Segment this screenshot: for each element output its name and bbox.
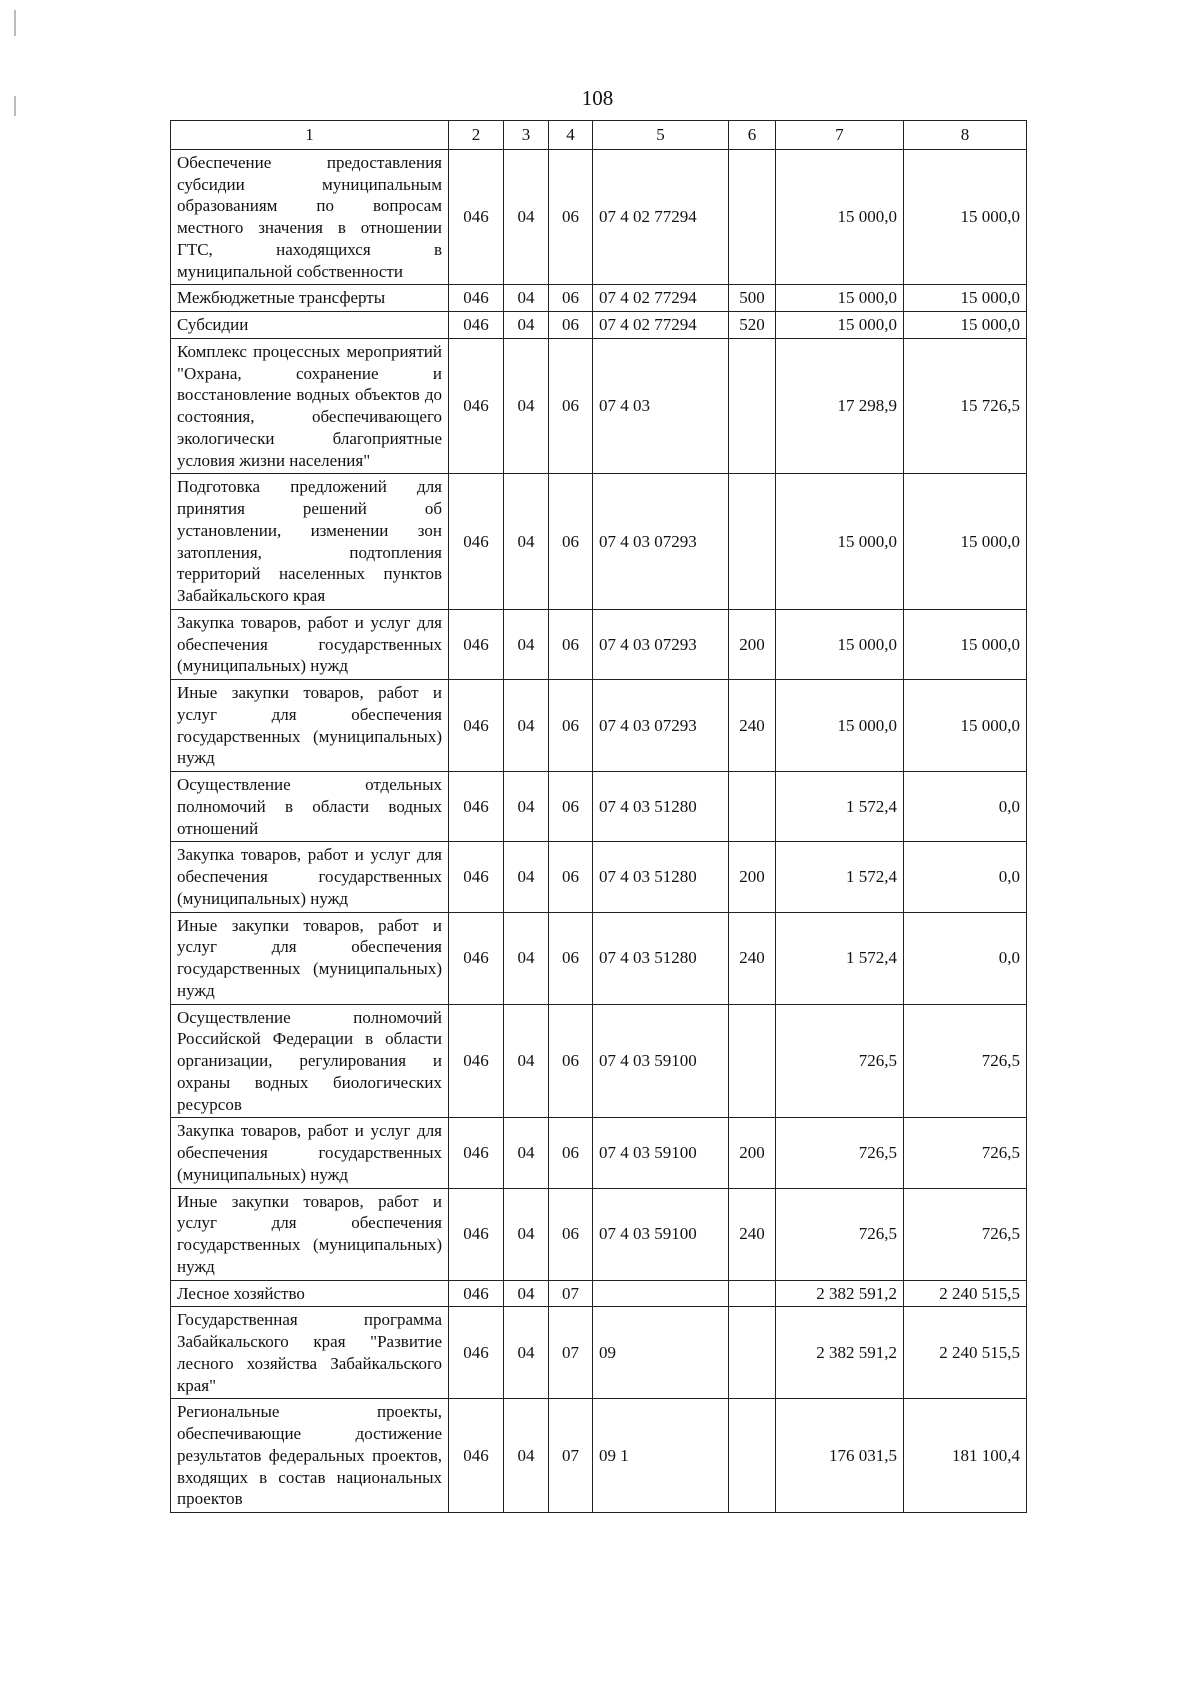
cell-amount-year2: 2 240 515,5 <box>904 1280 1027 1307</box>
cell-target-article: 07 4 03 07293 <box>593 609 729 679</box>
table-row <box>171 1004 1027 1118</box>
cell-section-code: 04 <box>504 680 549 772</box>
cell-expense-type <box>729 338 776 474</box>
cell-amount-year1: 17 298,9 <box>776 338 904 474</box>
cell-subsection-code: 06 <box>549 912 593 1004</box>
cell-expense-type: 200 <box>729 609 776 679</box>
cell-expense-type: 240 <box>729 1188 776 1280</box>
cell-grbs-code: 046 <box>449 772 504 842</box>
cell-amount-year1: 15 000,0 <box>776 474 904 610</box>
cell-target-article: 07 4 03 59100 <box>593 1188 729 1280</box>
table-row <box>171 680 1027 772</box>
table-row <box>171 149 1027 285</box>
cell-subsection-code: 06 <box>549 338 593 474</box>
cell-expense-type: 240 <box>729 912 776 1004</box>
cell-amount-year2: 15 000,0 <box>904 312 1027 339</box>
cell-amount-year2: 726,5 <box>904 1004 1027 1118</box>
cell-grbs-code: 046 <box>449 1004 504 1118</box>
table-row <box>171 1118 1027 1188</box>
cell-amount-year1: 176 031,5 <box>776 1399 904 1513</box>
cell-amount-year2: 181 100,4 <box>904 1399 1027 1513</box>
cell-section-code: 04 <box>504 338 549 474</box>
cell-expense-type <box>729 1307 776 1399</box>
cell-amount-year2: 726,5 <box>904 1118 1027 1188</box>
cell-expense-type: 500 <box>729 285 776 312</box>
table-row <box>171 285 1027 312</box>
budget-table <box>170 120 1027 1513</box>
cell-subsection-code: 06 <box>549 842 593 912</box>
cell-amount-year2: 15 000,0 <box>904 680 1027 772</box>
cell-amount-year1: 726,5 <box>776 1118 904 1188</box>
cell-target-article: 07 4 02 77294 <box>593 149 729 285</box>
cell-target-article: 07 4 03 07293 <box>593 474 729 610</box>
cell-expense-type <box>729 1399 776 1513</box>
cell-amount-year2: 15 726,5 <box>904 338 1027 474</box>
cell-grbs-code: 046 <box>449 312 504 339</box>
cell-target-article: 07 4 03 51280 <box>593 842 729 912</box>
cell-grbs-code: 046 <box>449 1188 504 1280</box>
page-number: 108 <box>581 86 614 110</box>
table-row <box>171 312 1027 339</box>
cell-item-name: Закупка товаров, работ и услуг для обеспечения государственных (муниципальных) нужд <box>171 609 449 679</box>
cell-section-code: 04 <box>504 1307 549 1399</box>
cell-grbs-code: 046 <box>449 1399 504 1513</box>
cell-amount-year1: 15 000,0 <box>776 285 904 312</box>
cell-subsection-code: 06 <box>549 1188 593 1280</box>
table-row <box>171 1307 1027 1399</box>
column-header: 2 <box>449 121 504 150</box>
cell-section-code: 04 <box>504 312 549 339</box>
table-row <box>171 842 1027 912</box>
cell-item-name: Обеспечение предоставления субсидии муниципальным образованиям по вопросам местного значения в отношении ГТС, находящихся в муниципальной собственности <box>171 149 449 285</box>
cell-grbs-code: 046 <box>449 474 504 610</box>
cell-amount-year1: 15 000,0 <box>776 680 904 772</box>
table-row <box>171 609 1027 679</box>
cell-section-code: 04 <box>504 1399 549 1513</box>
cell-grbs-code: 046 <box>449 912 504 1004</box>
scan-artifact <box>14 10 16 36</box>
cell-item-name: Субсидии <box>171 312 449 339</box>
cell-grbs-code: 046 <box>449 1280 504 1307</box>
cell-subsection-code: 07 <box>549 1399 593 1513</box>
cell-expense-type <box>729 1004 776 1118</box>
cell-grbs-code: 046 <box>449 609 504 679</box>
table-row <box>171 1188 1027 1280</box>
cell-subsection-code: 06 <box>549 1118 593 1188</box>
table-row <box>171 474 1027 610</box>
cell-item-name: Иные закупки товаров, работ и услуг для обеспечения государственных (муниципальных) нужд <box>171 1188 449 1280</box>
cell-amount-year1: 726,5 <box>776 1188 904 1280</box>
cell-grbs-code: 046 <box>449 1307 504 1399</box>
column-header: 5 <box>593 121 729 150</box>
cell-section-code: 04 <box>504 912 549 1004</box>
cell-section-code: 04 <box>504 1280 549 1307</box>
cell-item-name: Иные закупки товаров, работ и услуг для обеспечения государственных (муниципальных) нужд <box>171 680 449 772</box>
cell-target-article: 09 <box>593 1307 729 1399</box>
cell-grbs-code: 046 <box>449 1118 504 1188</box>
cell-subsection-code: 06 <box>549 609 593 679</box>
cell-grbs-code: 046 <box>449 149 504 285</box>
cell-item-name: Комплекс процессных мероприятий "Охрана, сохранение и восстановление водных объектов до состояния, обеспечивающего экологически благоприятные условия жизни населения" <box>171 338 449 474</box>
cell-item-name: Осуществление отдельных полномочий в области водных отношений <box>171 772 449 842</box>
cell-target-article: 07 4 03 51280 <box>593 912 729 1004</box>
cell-item-name: Региональные проекты, обеспечивающие достижение результатов федеральных проектов, входящих в состав национальных проектов <box>171 1399 449 1513</box>
cell-section-code: 04 <box>504 149 549 285</box>
cell-amount-year2: 0,0 <box>904 772 1027 842</box>
cell-subsection-code: 06 <box>549 772 593 842</box>
cell-section-code: 04 <box>504 285 549 312</box>
cell-subsection-code: 07 <box>549 1280 593 1307</box>
cell-expense-type: 200 <box>729 1118 776 1188</box>
cell-subsection-code: 06 <box>549 312 593 339</box>
cell-item-name: Закупка товаров, работ и услуг для обеспечения государственных (муниципальных) нужд <box>171 842 449 912</box>
cell-subsection-code: 06 <box>549 474 593 610</box>
table-header-row <box>171 121 1027 150</box>
cell-item-name: Подготовка предложений для принятия решений об установлении, изменении зон затопления, подтопления территорий населенных пунктов Забайкальского края <box>171 474 449 610</box>
cell-grbs-code: 046 <box>449 842 504 912</box>
cell-amount-year2: 0,0 <box>904 842 1027 912</box>
table-row <box>171 338 1027 474</box>
cell-subsection-code: 06 <box>549 680 593 772</box>
cell-section-code: 04 <box>504 474 549 610</box>
cell-target-article: 07 4 02 77294 <box>593 312 729 339</box>
cell-section-code: 04 <box>504 1188 549 1280</box>
cell-amount-year2: 15 000,0 <box>904 285 1027 312</box>
cell-grbs-code: 046 <box>449 680 504 772</box>
cell-section-code: 04 <box>504 1118 549 1188</box>
cell-item-name: Осуществление полномочий Российской Федерации в области организации, регулирования и охраны водных биологических ресурсов <box>171 1004 449 1118</box>
cell-amount-year1: 15 000,0 <box>776 149 904 285</box>
cell-amount-year1: 15 000,0 <box>776 609 904 679</box>
cell-target-article: 07 4 03 <box>593 338 729 474</box>
cell-grbs-code: 046 <box>449 285 504 312</box>
cell-target-article: 07 4 03 59100 <box>593 1118 729 1188</box>
cell-subsection-code: 06 <box>549 285 593 312</box>
cell-section-code: 04 <box>504 842 549 912</box>
column-header: 4 <box>549 121 593 150</box>
cell-expense-type <box>729 474 776 610</box>
cell-item-name: Межбюджетные трансферты <box>171 285 449 312</box>
cell-subsection-code: 06 <box>549 149 593 285</box>
cell-amount-year1: 2 382 591,2 <box>776 1307 904 1399</box>
table-row <box>171 912 1027 1004</box>
column-header: 7 <box>776 121 904 150</box>
column-header: 1 <box>171 121 449 150</box>
cell-amount-year2: 726,5 <box>904 1188 1027 1280</box>
scan-artifact <box>14 96 16 116</box>
table-row <box>171 1399 1027 1513</box>
cell-amount-year1: 1 572,4 <box>776 912 904 1004</box>
column-header: 6 <box>729 121 776 150</box>
cell-target-article: 07 4 03 07293 <box>593 680 729 772</box>
cell-amount-year1: 1 572,4 <box>776 772 904 842</box>
cell-section-code: 04 <box>504 1004 549 1118</box>
cell-item-name: Закупка товаров, работ и услуг для обеспечения государственных (муниципальных) нужд <box>171 1118 449 1188</box>
column-header: 3 <box>504 121 549 150</box>
cell-amount-year1: 726,5 <box>776 1004 904 1118</box>
cell-item-name: Иные закупки товаров, работ и услуг для обеспечения государственных (муниципальных) нужд <box>171 912 449 1004</box>
cell-subsection-code: 07 <box>549 1307 593 1399</box>
cell-expense-type <box>729 149 776 285</box>
cell-target-article <box>593 1280 729 1307</box>
cell-expense-type <box>729 1280 776 1307</box>
cell-item-name: Государственная программа Забайкальского края "Развитие лесного хозяйства Забайкальского края" <box>171 1307 449 1399</box>
cell-grbs-code: 046 <box>449 338 504 474</box>
cell-target-article: 07 4 03 59100 <box>593 1004 729 1118</box>
cell-section-code: 04 <box>504 772 549 842</box>
cell-amount-year1: 1 572,4 <box>776 842 904 912</box>
cell-target-article: 09 1 <box>593 1399 729 1513</box>
cell-subsection-code: 06 <box>549 1004 593 1118</box>
cell-amount-year1: 2 382 591,2 <box>776 1280 904 1307</box>
cell-amount-year2: 0,0 <box>904 912 1027 1004</box>
cell-expense-type <box>729 772 776 842</box>
cell-expense-type: 520 <box>729 312 776 339</box>
cell-amount-year2: 2 240 515,5 <box>904 1307 1027 1399</box>
cell-target-article: 07 4 03 51280 <box>593 772 729 842</box>
cell-target-article: 07 4 02 77294 <box>593 285 729 312</box>
cell-amount-year2: 15 000,0 <box>904 474 1027 610</box>
cell-expense-type: 200 <box>729 842 776 912</box>
table-row <box>171 772 1027 842</box>
cell-amount-year2: 15 000,0 <box>904 609 1027 679</box>
cell-item-name: Лесное хозяйство <box>171 1280 449 1307</box>
table-row <box>171 1280 1027 1307</box>
cell-amount-year1: 15 000,0 <box>776 312 904 339</box>
cell-section-code: 04 <box>504 609 549 679</box>
cell-amount-year2: 15 000,0 <box>904 149 1027 285</box>
cell-expense-type: 240 <box>729 680 776 772</box>
column-header: 8 <box>904 121 1027 150</box>
